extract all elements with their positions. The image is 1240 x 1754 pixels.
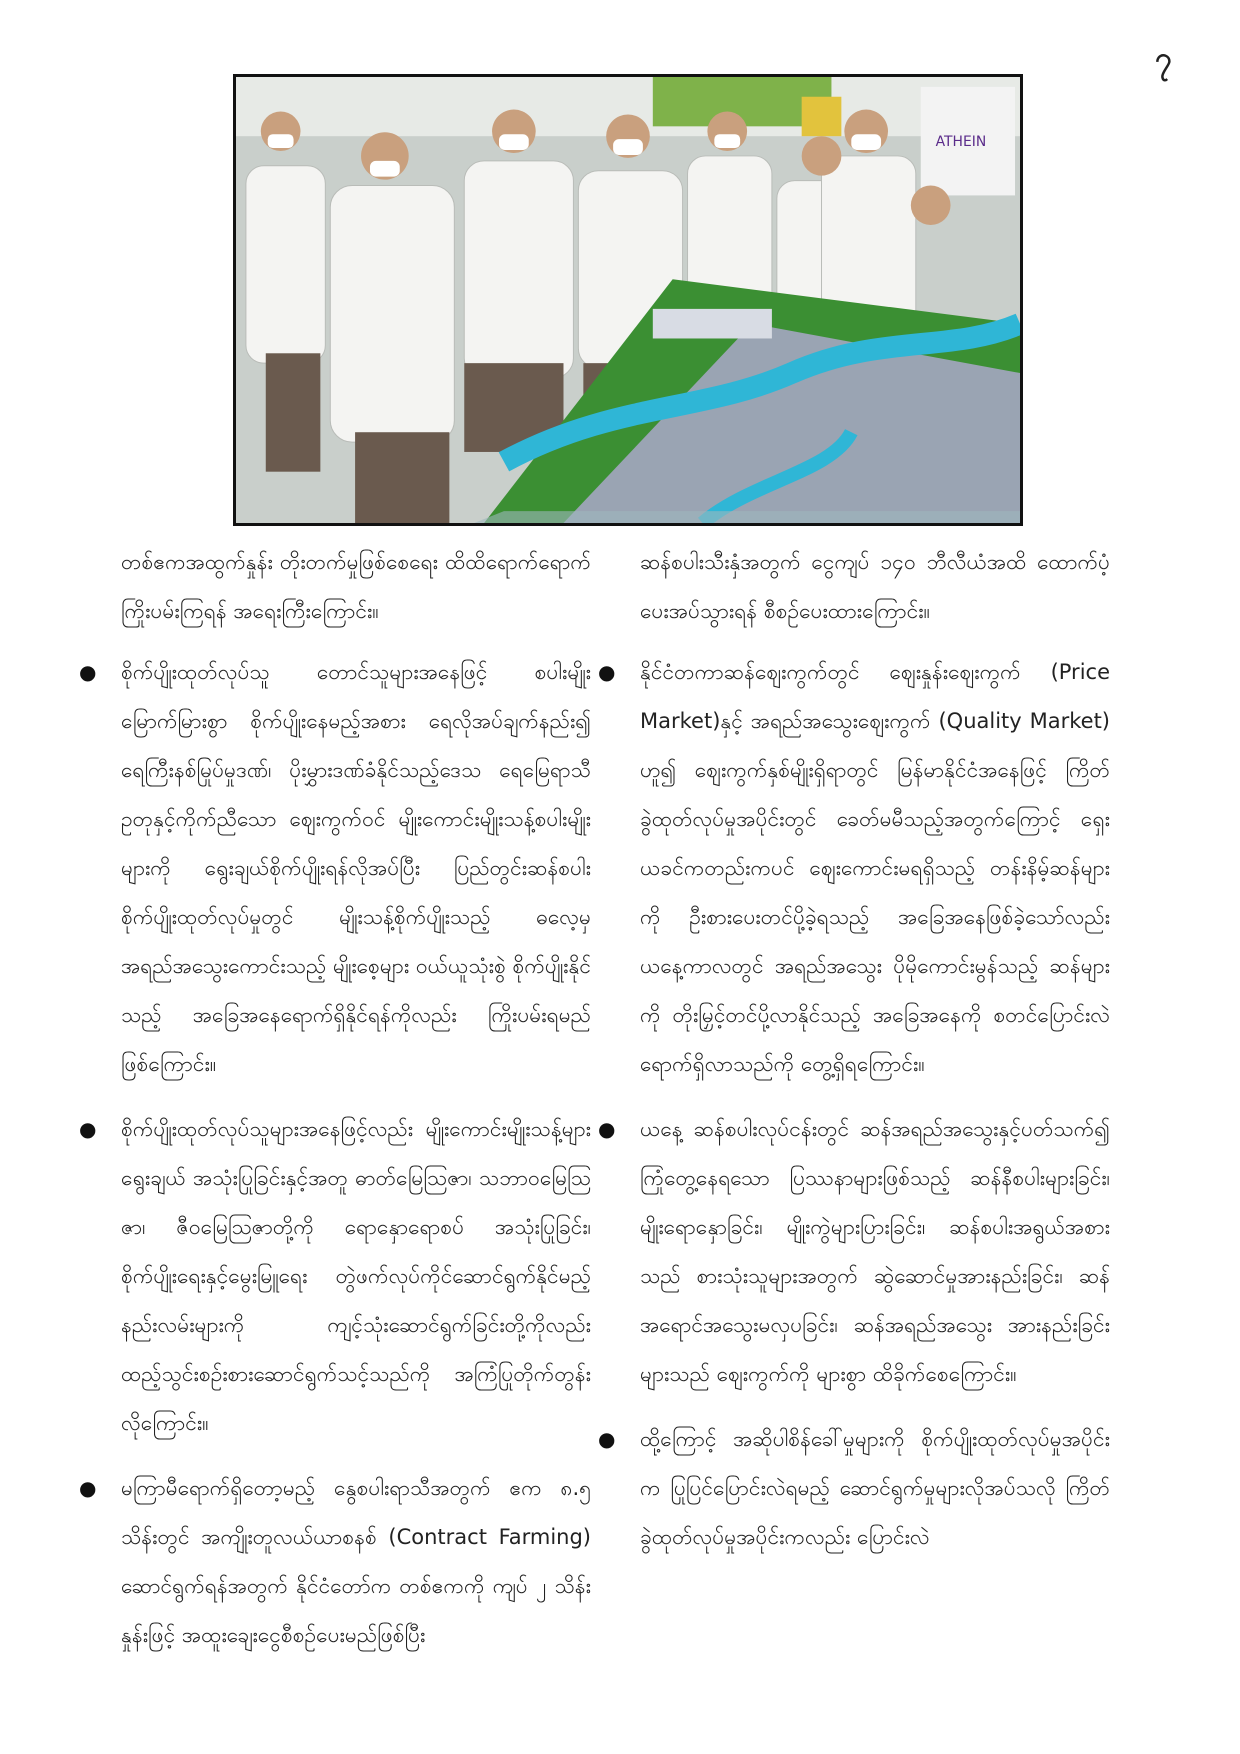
bullet-item: ● ယနေ့ ဆန်စပါးလုပ်ငန်းတွင် ဆန်အရည်အသွေးနှင့်ပတ်သက်၍ ကြုံတွေ့နေရသော ပြဿနာများဖြစ်သည့် ဆန်နီစပါးများခြင်း၊ မျိုးရောနှောခြင်း၊ မျိုးကွဲများပြားခြင်း၊ ဆန်စပါးအရွယ်အစားသည် စားသုံးသူများအတွက် ဆွဲဆောင်မှုအားနည်းခြင်း၊ ဆန်အရောင်အသွေးမလှပခြင်း၊ ဆန်အရည်အသွေး အားနည်းခြင်းများသည် ဈေးကွက်ကို များစွာ ထိခိုက်စေကြောင်း။ bbox=[640, 1105, 1110, 1399]
page-number: ၇ bbox=[1155, 41, 1172, 76]
right-bullet-list bbox=[640, 648, 1110, 1562]
news-photo bbox=[233, 74, 1023, 526]
bullet-item: ● စိုက်ပျိုးထုတ်လုပ်သူ တောင်သူများအနေဖြင့် စပါးမျိုးမြောက်မြားစွာ စိုက်ပျိုးနေမည့်အစား ရေလိုအပ်ချက်နည်း၍ ရေကြီးနစ်မြုပ်မှုဒဏ်၊ ပိုးမွှားဒဏ်ခံနိုင်သည့်ဒေသ ရေမြေရာသီဥတုနှင့်ကိုက်ညီသော ဈေးကွက်ဝင် မျိုးကောင်းမျိုးသန့်စပါးမျိုးများကို ရွေးချယ်စိုက်ပျိုးရန်လိုအပ်ပြီး ပြည်တွင်းဆန်စပါး စိုက်ပျိုးထုတ်လုပ်မှုတွင် မျိုးသန့်စိုက်ပျိုးသည့် ဓလေ့မှ အရည်အသွေးကောင်းသည့် မျိုးစေ့များ ဝယ်ယူသုံးစွဲ စိုက်ပျိုးနိုင်သည့် အခြေအနေရောက်ရှိနိုင်ရန်ကိုလည်း ကြိုးပမ်းရမည်ဖြစ်ကြောင်း။ bbox=[121, 648, 591, 1089]
left-bullet-list bbox=[121, 648, 591, 1660]
bullet-item: ● ထို့ကြောင့် အဆိုပါစိန်ခေါ်မှုများကို စိုက်ပျိုးထုတ်လုပ်မှုအပိုင်းက ပြုပြင်ပြောင်းလဲရမည့် ဆောင်ရွက်မှုများလိုအပ်သလို ကြိတ်ခွဲထုတ်လုပ်မှုအပိုင်းကလည်း ပြောင်းလဲ bbox=[640, 1415, 1110, 1562]
banner-text: ATHEIN bbox=[935, 134, 987, 151]
right-column bbox=[640, 538, 1110, 1578]
exhibition-photo-illustration bbox=[236, 77, 1020, 523]
bullet-item: ● စိုက်ပျိုးထုတ်လုပ်သူများအနေဖြင့်လည်း မျိုးကောင်းမျိုးသန့်များရွေးချယ် အသုံးပြုခြင်းနှင့်အတူ ဓာတ်မြေသြဇာ၊ သဘာဝမြေသြဇာ၊ ဇီဝမြေသြဇာတို့ကို ရောနှောရောစပ် အသုံးပြုခြင်း၊ စိုက်ပျိုးရေးနှင့်မွေးမြူရေး တွဲဖက်လုပ်ကိုင်ဆောင်ရွက်နိုင်မည့် နည်းလမ်းများကို ကျင့်သုံးဆောင်ရွက်ခြင်းတို့ကိုလည်း ထည့်သွင်းစဉ်းစားဆောင်ရွက်သင့်သည်ကို အကြံပြုတိုက်တွန်းလိုကြောင်း။ bbox=[121, 1105, 591, 1448]
bullet-item: ● နိုင်ငံတကာဆန်ဈေးကွက်တွင် ဈေးနှုန်းဈေးကွက် (Price Market)နှင့် အရည်အသွေးဈေးကွက် (Quality Market) ဟူ၍ ဈေးကွက်နှစ်မျိုးရှိရာတွင် မြန်မာနိုင်ငံအနေဖြင့် ကြိတ်ခွဲထုတ်လုပ်မှုအပိုင်းတွင် ခေတ်မမီသည့်အတွက်ကြောင့် ရှေးယခင်ကတည်းကပင် ဈေးကောင်းမရရှိသည့် တန်းနိမ့်ဆန်များကို ဦးစားပေးတင်ပို့ခဲ့ရသည့် အခြေအနေဖြစ်ခဲ့သော်လည်း ယနေ့ကာလတွင် အရည်အသွေး ပိုမိုကောင်းမွန်သည့် ဆန်များကို တိုးမြှင့်တင်ပို့လာနိုင်သည့် အခြေအနေကို စတင်ပြောင်းလဲရောက်ရှိလာသည်ကို တွေ့ရှိရကြောင်း။ bbox=[640, 648, 1110, 1089]
bullet-item: ● မကြာမီရောက်ရှိတော့မည့် နွေစပါးရာသီအတွက် ဧက ၈.၅ သိန်းတွင် အကျိုးတူလယ်ယာစနစ် (Contract Farming) ဆောင်ရွက်ရန်အတွက် နိုင်ငံတော်က တစ်ဧကကို ကျပ် ၂ သိန်းနှုန်းဖြင့် အထူးချေးငွေစီစဉ်ပေးမည်ဖြစ်ပြီး bbox=[121, 1464, 591, 1660]
right-lead-paragraph: ဆန်စပါးသီးနှံအတွက် ငွေကျပ် ၁၄၀ ဘီလီယံအထိ ထောက်ပံ့ပေးအပ်သွားရန် စီစဉ်ပေးထားကြောင်း။ bbox=[640, 550, 1110, 623]
left-lead-paragraph: တစ်ဧကအထွက်နှုန်း တိုးတက်မှုဖြစ်စေရေး ထိထိရောက်ရောက်ကြိုးပမ်းကြရန် အရေးကြီးကြောင်း။ bbox=[121, 550, 591, 623]
left-column bbox=[121, 538, 591, 1676]
